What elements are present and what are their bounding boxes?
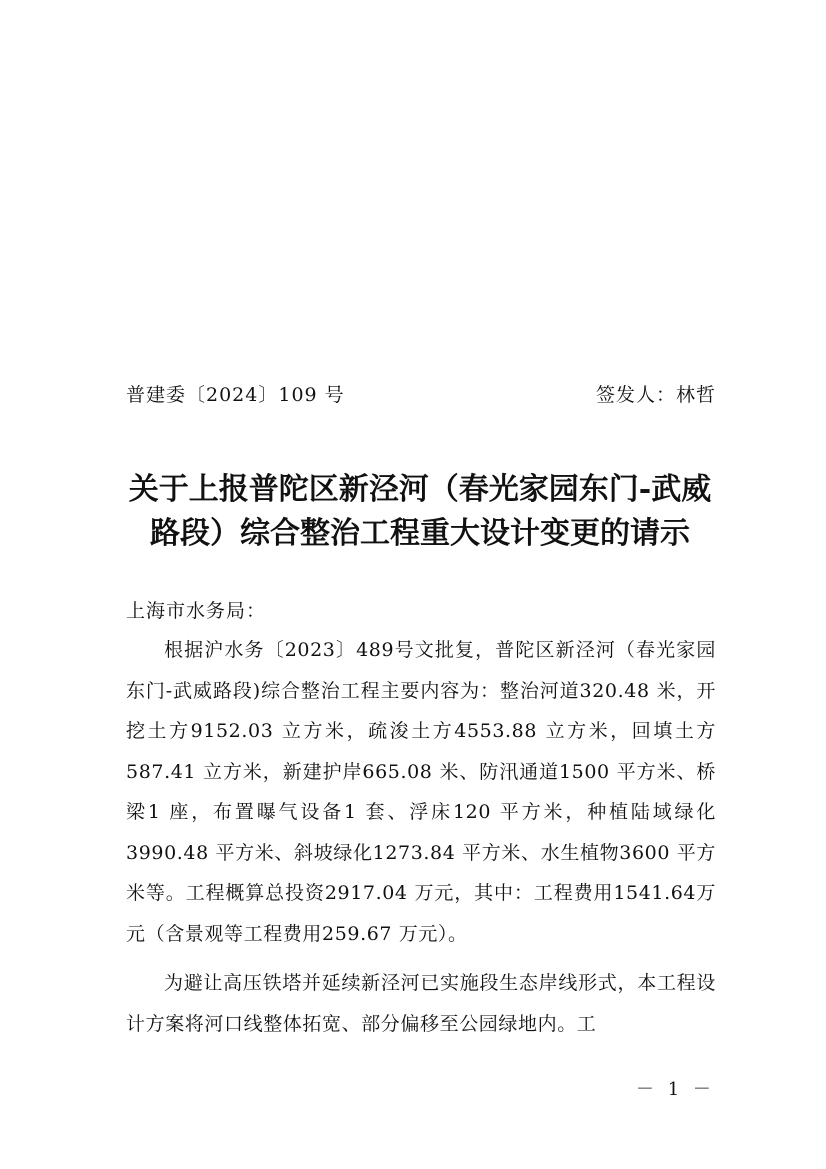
document-header <box>126 380 716 407</box>
body-paragraph-1: 根据沪水务〔2023〕489号文批复，普陀区新泾河（春光家园东门-武威路段)综合整治工程主要内容为：整治河道320.48 米，开挖土方9152.03 立方米，疏浚土方4553.88 立方米，回填土方587.41 立方米，新建护岸665.08 米、防汛通道1500 平方米、桥梁1 座，布置曝气设备1 套、浮床120 平方米，种植陆域绿化3990.48 平方米、斜坡绿化1273.84 平方米、水生植物3600 平方米等。工程概算总投资2917.04 万元，其中：工程费用1541.64万元（含景观等工程费用259.67 万元）。 <box>126 639 716 945</box>
signer: 签发人：林哲 <box>595 384 716 406</box>
page-number: － 1 － <box>636 1079 715 1100</box>
title-line-1: 关于上报普陀区新泾河（春光家园东门-武威 <box>128 472 712 507</box>
title-line-2: 路段）综合整治工程重大设计变更的请示 <box>150 516 690 551</box>
recipient: 上海市水务局： <box>126 600 267 622</box>
document-title <box>100 468 740 556</box>
body-paragraph-2: 为避让高压铁塔并延续新泾河已实施段生态岸线形式，本工程设计方案将河口线整体拓宽、部分偏移至公园绿地内。工 <box>126 972 716 1035</box>
document-number: 普建委〔2024〕109 号 <box>126 384 345 406</box>
